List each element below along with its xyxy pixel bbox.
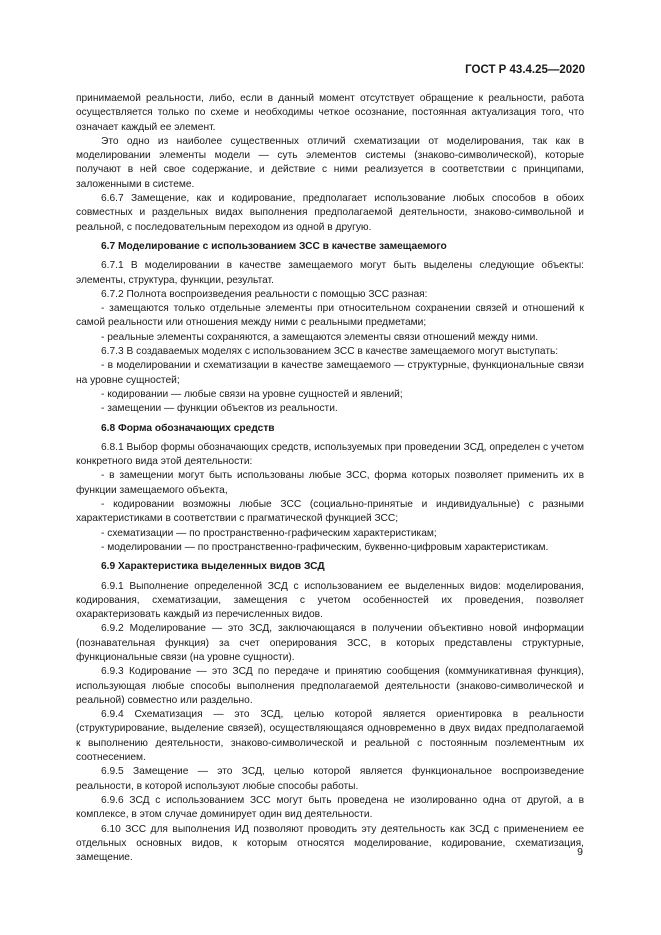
paragraph: 6.9.3 Кодирование — это ЗСД по передаче и принятию сообщения (коммуникативная функция), использующая любые способы выполнения предполагаемой деятельности (знаково-символической и реальной) совместно или раздельно.: [76, 666, 584, 706]
list-item: - замещении — функции объектов из реальности.: [101, 403, 338, 415]
paragraph: 6.6.7 Замещение, как и кодирование, предполагает использование любых способов в обоих совместных и раздельных видах выполнения предполагаемой деятельности, знаково-символьной и реальной, с последовательным переходом из одной в другую.: [76, 193, 584, 233]
list-item: - моделировании — по пространственно-графическим, буквенно-цифровым характеристикам.: [101, 541, 549, 553]
paragraph: 6.7.1 В моделировании в качестве замещаемого могут быть выделены следующие объекты: элементы, структура, функции, результат.: [76, 260, 584, 286]
list-item: - схематизации — по пространственно-графическим характеристикам;: [101, 527, 437, 539]
list-item: - кодировании — любые связи на уровне сущностей и явлений;: [101, 388, 403, 400]
paragraph: принимаемой реальности, либо, если в данный момент отсутствует обращение к реальности, работа осуществляется только по схеме и необходимы четкое осознание, постоянная актуализация того, что означает каждый ее элемент.: [76, 93, 584, 133]
section-heading: 6.8 Форма обозначающих средств: [101, 422, 275, 434]
paragraph: Это одно из наиболее существенных отличий схематизации от моделирования, так как в моделировании элементы модели — суть элементов системы (знаково-символической), которые получают в ней свое содержание, и действие с ними реализуется в соответствии с принципами, заложенными в системе.: [76, 135, 584, 190]
list-item: - в моделировании и схематизации в качестве замещаемого — структурные, функциональные связи на уровне сущностей;: [76, 360, 584, 386]
document-body: [76, 92, 584, 865]
page-number: 9: [577, 846, 583, 858]
paragraph: 6.10 ЗСС для выполнения ИД позволяют проводить эту деятельность как ЗСД с применением ее отдельных основных видов, к которым относятся моделирование, кодирование, схематизация, замещение.: [76, 823, 584, 864]
list-item: - кодировании возможны любые ЗСС (социально-принятые и индивидуальные) с разными характеристиками в соответствии с прагматической функцией ЗСС;: [76, 499, 584, 525]
paragraph: 6.9.4 Схематизация — это ЗСД, целью которой является ориентировка в реальности (структурирование, выделение связей), осуществляющаяся одновременно в двух видах предполагаемой к выполнению деятельности, знаково-символической и реальной с постоянным поэлементным их соотнесением.: [76, 709, 584, 764]
list-item: - замещаются только отдельные элементы при относительном сохранении связей и отношений к самой реальности или отношения между ними с реальными предметами;: [76, 303, 584, 329]
paragraph: 6.9.2 Моделирование — это ЗСД, заключающаяся в получении объективно новой информации (познавательная функция) за счет оперирования ЗСС, в которых представлены структурные, функциональные связи (на уровне сущности).: [76, 623, 584, 663]
list-item: - реальные элементы сохраняются, а замещаются элементы связи отношений между ними.: [101, 331, 539, 343]
paragraph: 6.8.1 Выбор формы обозначающих средств, используемых при проведении ЗСД, определен с учетом конкретного вида этой деятельности:: [76, 441, 584, 468]
document-code: ГОСТ Р 43.4.25—2020: [465, 64, 585, 76]
paragraph: 6.9.1 Выполнение определенной ЗСД с использованием ее выделенных видов: моделирования, кодирования, схематизации, замещения с учетом особенностей их проведения, позволяет охарактеризовать каждый из перечисленных видов.: [76, 580, 584, 621]
paragraph: 6.7.2 Полнота воспроизведения реальности с помощью ЗСС разная:: [101, 288, 428, 300]
paragraph: 6.9.6 ЗСД с использованием ЗСС могут быть проведена не изолированно одна от другой, а в комплексе, в этом случае доминирует один вид деятельности.: [76, 794, 584, 821]
section-heading: 6.9 Характеристика выделенных видов ЗСД: [101, 561, 325, 573]
list-item: - в замещении могут быть использованы любые ЗСС, форма которых позволяет применить их в функции замещаемого объекта,: [76, 470, 584, 496]
section-heading: 6.7 Моделирование с использованием ЗСС в качестве замещаемого: [101, 240, 447, 252]
paragraph: 6.7.3 В создаваемых моделях с использованием ЗСС в качестве замещаемого могут выступать:: [101, 346, 559, 358]
paragraph: 6.9.5 Замещение — это ЗСД, целью которой является функциональное воспроизведение реальности, в которой используют любые способы работы.: [76, 766, 584, 792]
